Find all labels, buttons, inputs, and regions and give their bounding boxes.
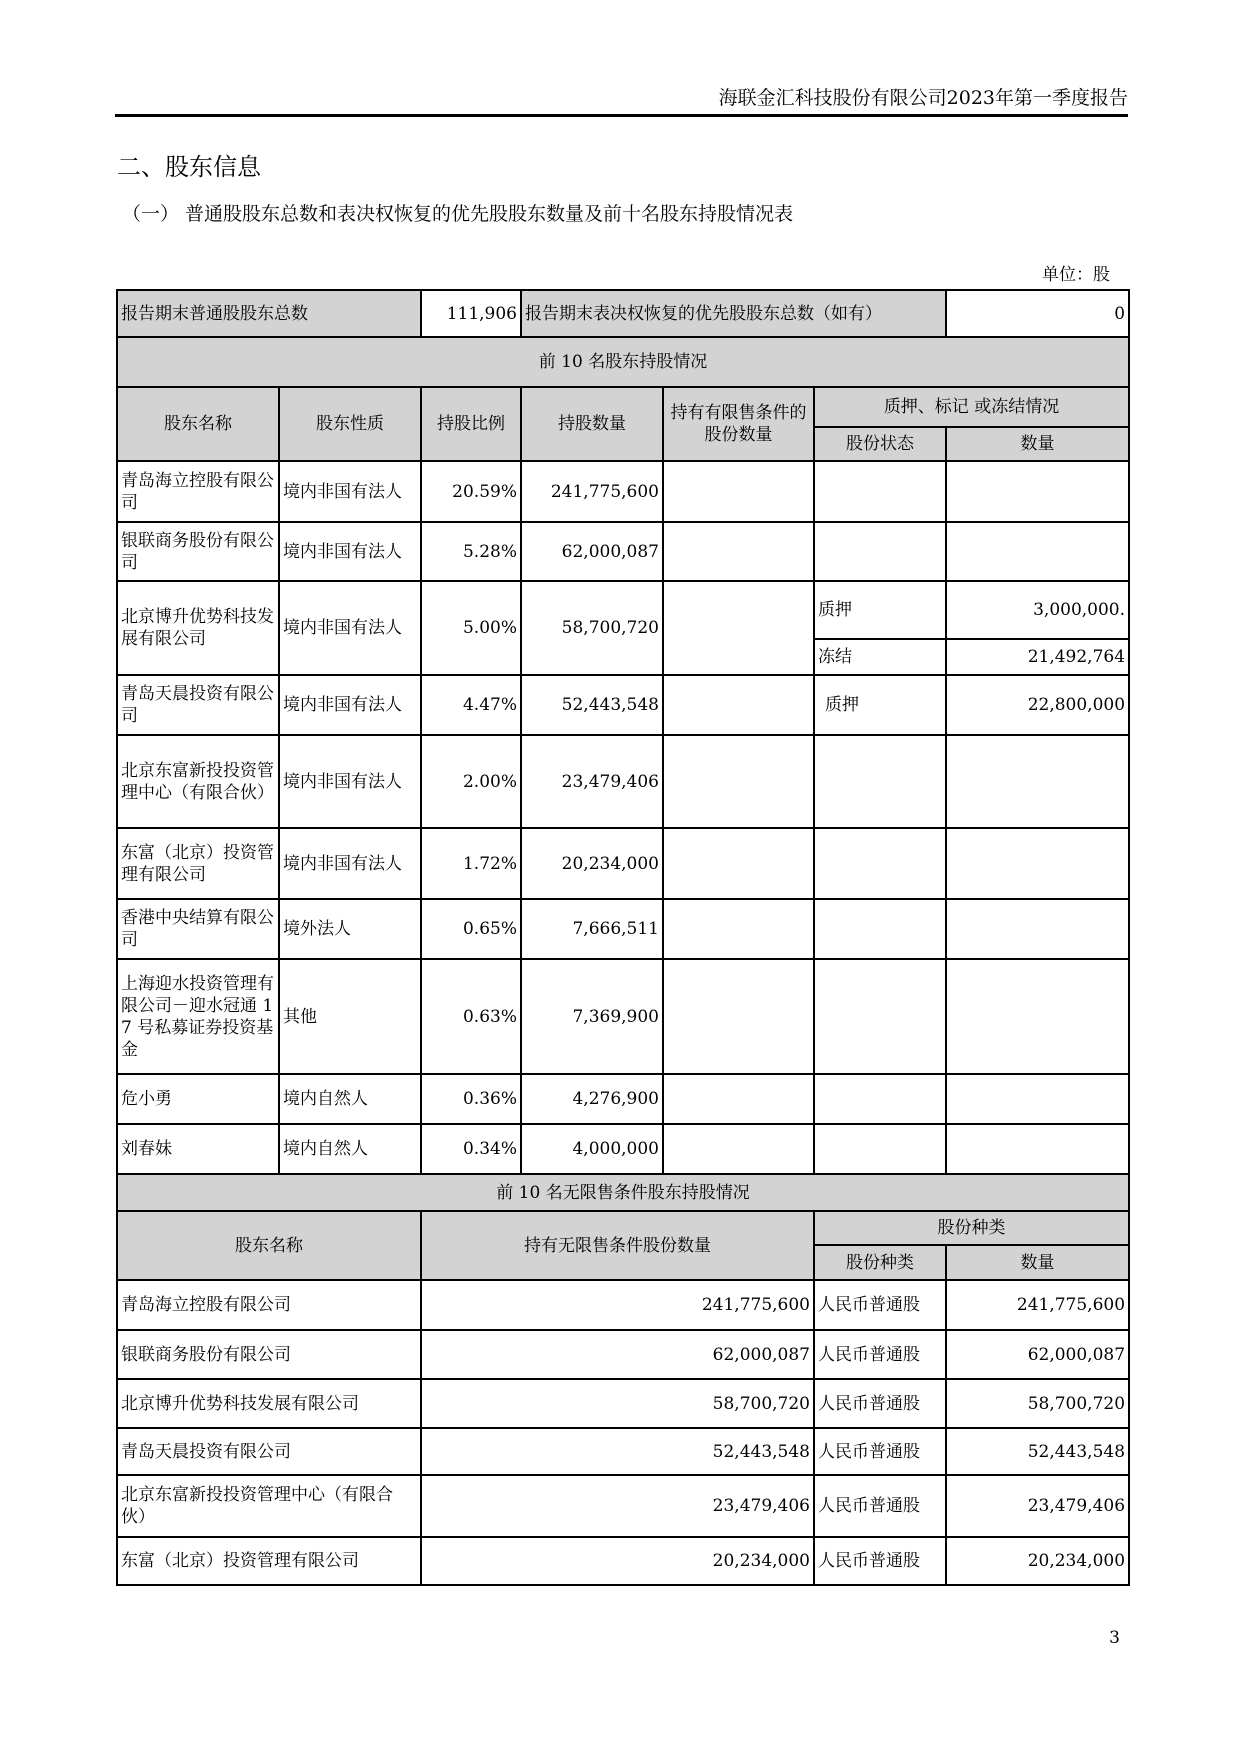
col-header-pledge-quantity: 数量 — [946, 427, 1129, 461]
pledge-status — [814, 735, 946, 828]
pledge-status — [814, 461, 946, 522]
holder-nature: 境外法人 — [279, 899, 421, 959]
common-holders-label: 报告期末普通股股东总数 — [117, 290, 421, 337]
holder-restricted — [663, 959, 814, 1074]
holder-ratio: 0.34% — [421, 1124, 521, 1174]
pledge-quantity: 22,800,000 — [946, 675, 1129, 735]
table-row — [117, 581, 1129, 639]
pledge-quantity — [946, 959, 1129, 1074]
holder-nature: 其他 — [279, 959, 421, 1074]
unrestricted-holder-name: 青岛天晨投资有限公司 — [117, 1428, 421, 1475]
pledge-status: 冻结 — [814, 639, 946, 675]
table-row — [117, 522, 1129, 581]
table-row — [117, 1428, 1129, 1475]
top10-title-row — [117, 337, 1129, 387]
holder-nature: 境内自然人 — [279, 1124, 421, 1174]
holder-restricted — [663, 735, 814, 828]
table-row — [117, 1330, 1129, 1379]
pledge-quantity — [946, 1124, 1129, 1174]
unrestricted-quantity: 58,700,720 — [421, 1379, 814, 1428]
holder-name: 上海迎水投资管理有限公司－迎水冠通 17 号私募证券投资基金 — [117, 959, 279, 1074]
unrestricted-title-row — [117, 1174, 1129, 1211]
page-number: 3 — [1109, 1628, 1120, 1648]
table-row — [117, 1124, 1129, 1174]
unrestricted-quantity: 241,775,600 — [421, 1280, 814, 1330]
holder-restricted — [663, 675, 814, 735]
holder-ratio: 5.00% — [421, 581, 521, 675]
share-type-quantity: 23,479,406 — [946, 1475, 1129, 1537]
unrestricted-quantity: 62,000,087 — [421, 1330, 814, 1379]
unrestricted-quantity: 52,443,548 — [421, 1428, 814, 1475]
unrestricted-holder-name: 青岛海立控股有限公司 — [117, 1280, 421, 1330]
holder-ratio: 0.63% — [421, 959, 521, 1074]
holder-ratio: 0.65% — [421, 899, 521, 959]
preferred-holders-label: 报告期末表决权恢复的优先股股东总数（如有） — [521, 290, 946, 337]
holder-restricted — [663, 828, 814, 899]
share-type-quantity: 58,700,720 — [946, 1379, 1129, 1428]
holder-nature: 境内非国有法人 — [279, 828, 421, 899]
table-row — [117, 1280, 1129, 1330]
pledge-quantity: 21,492,764 — [946, 639, 1129, 675]
holder-nature: 境内自然人 — [279, 1074, 421, 1124]
pledge-status — [814, 959, 946, 1074]
holder-name: 香港中央结算有限公司 — [117, 899, 279, 959]
unrestricted-quantity: 23,479,406 — [421, 1475, 814, 1537]
table-row — [117, 675, 1129, 735]
col-header-pledge-group: 质押、标记 或冻结情况 — [814, 387, 1129, 427]
section-title: 二、股东信息 — [117, 153, 261, 181]
holder-restricted — [663, 522, 814, 581]
share-type: 人民币普通股 — [814, 1428, 946, 1475]
holder-name: 青岛海立控股有限公司 — [117, 461, 279, 522]
pledge-status — [814, 1074, 946, 1124]
holder-restricted — [663, 461, 814, 522]
col-header-share-type-group: 股份种类 — [814, 1211, 1129, 1245]
col-header-ratio: 持股比例 — [421, 387, 521, 461]
table-row — [117, 899, 1129, 959]
top10-header-row — [117, 387, 1129, 427]
pledge-quantity — [946, 522, 1129, 581]
unrestricted-holder-name: 银联商务股份有限公司 — [117, 1330, 421, 1379]
holder-nature: 境内非国有法人 — [279, 581, 421, 675]
summary-row — [117, 290, 1129, 337]
shareholders-table — [116, 289, 1130, 1586]
report-header-title: 海联金汇科技股份有限公司2023年第一季度报告 — [718, 87, 1128, 109]
holder-name: 银联商务股份有限公司 — [117, 522, 279, 581]
col-header-pledge-status: 股份状态 — [814, 427, 946, 461]
pledge-quantity — [946, 899, 1129, 959]
holder-quantity: 4,276,900 — [521, 1074, 663, 1124]
share-type: 人民币普通股 — [814, 1475, 946, 1537]
share-type: 人民币普通股 — [814, 1330, 946, 1379]
holder-quantity: 7,369,900 — [521, 959, 663, 1074]
holder-nature: 境内非国有法人 — [279, 675, 421, 735]
unrestricted-header-row — [117, 1211, 1129, 1245]
holder-restricted — [663, 1074, 814, 1124]
table-row — [117, 828, 1129, 899]
table-row — [117, 1537, 1129, 1585]
holder-name: 北京东富新投投资管理中心（有限合伙） — [117, 735, 279, 828]
holder-quantity: 58,700,720 — [521, 581, 663, 675]
unrestricted-quantity: 20,234,000 — [421, 1537, 814, 1585]
unrestricted-holder-name: 北京博升优势科技发展有限公司 — [117, 1379, 421, 1428]
unit-label: 单位：股 — [1042, 265, 1110, 285]
pledge-quantity — [946, 735, 1129, 828]
pledge-status — [814, 899, 946, 959]
unrestricted-title: 前 10 名无限售条件股东持股情况 — [117, 1174, 1129, 1211]
holder-quantity: 4,000,000 — [521, 1124, 663, 1174]
table-row — [117, 1475, 1129, 1537]
holder-name: 北京博升优势科技发展有限公司 — [117, 581, 279, 675]
col-header-name: 股东名称 — [117, 387, 279, 461]
holder-quantity: 7,666,511 — [521, 899, 663, 959]
holder-restricted — [663, 581, 814, 675]
holder-name: 刘春妹 — [117, 1124, 279, 1174]
holder-quantity: 52,443,548 — [521, 675, 663, 735]
holder-quantity: 241,775,600 — [521, 461, 663, 522]
col-header-share-type: 股份种类 — [814, 1245, 946, 1280]
holder-ratio: 1.72% — [421, 828, 521, 899]
share-type-quantity: 20,234,000 — [946, 1537, 1129, 1585]
share-type: 人民币普通股 — [814, 1280, 946, 1330]
col-header-unrestricted-quantity: 持有无限售条件股份数量 — [421, 1211, 814, 1280]
pledge-status: 质押 — [814, 581, 946, 639]
table-row — [117, 1379, 1129, 1428]
header-divider — [115, 114, 1128, 117]
holder-name: 东富（北京）投资管理有限公司 — [117, 828, 279, 899]
holder-ratio: 2.00% — [421, 735, 521, 828]
holder-ratio: 0.36% — [421, 1074, 521, 1124]
holder-restricted — [663, 1124, 814, 1174]
table-row — [117, 461, 1129, 522]
share-type-quantity: 52,443,548 — [946, 1428, 1129, 1475]
table-row — [117, 1074, 1129, 1124]
holder-quantity: 62,000,087 — [521, 522, 663, 581]
table-row — [117, 735, 1129, 828]
holder-ratio: 4.47% — [421, 675, 521, 735]
share-type-quantity: 241,775,600 — [946, 1280, 1129, 1330]
subsection-title: （一） 普通股股东总数和表决权恢复的优先股股东数量及前十名股东持股情况表 — [122, 203, 794, 225]
pledge-quantity — [946, 1074, 1129, 1124]
holder-ratio: 20.59% — [421, 461, 521, 522]
pledge-quantity: 3,000,000. — [946, 581, 1129, 639]
share-type-quantity: 62,000,087 — [946, 1330, 1129, 1379]
top10-title: 前 10 名股东持股情况 — [117, 337, 1129, 387]
holder-nature: 境内非国有法人 — [279, 522, 421, 581]
col-header-quantity: 持股数量 — [521, 387, 663, 461]
common-holders-value: 111,906 — [421, 290, 521, 337]
pledge-status — [814, 522, 946, 581]
holder-quantity: 23,479,406 — [521, 735, 663, 828]
pledge-status — [814, 828, 946, 899]
share-type: 人民币普通股 — [814, 1379, 946, 1428]
pledge-quantity — [946, 461, 1129, 522]
col-header-unrestricted-name: 股东名称 — [117, 1211, 421, 1280]
holder-quantity: 20,234,000 — [521, 828, 663, 899]
pledge-quantity — [946, 828, 1129, 899]
col-header-share-type-quantity: 数量 — [946, 1245, 1129, 1280]
holder-name: 危小勇 — [117, 1074, 279, 1124]
holder-nature: 境内非国有法人 — [279, 461, 421, 522]
share-type: 人民币普通股 — [814, 1537, 946, 1585]
pledge-status: 质押 — [814, 675, 946, 735]
col-header-restricted: 持有有限售条件的股份数量 — [663, 387, 814, 461]
holder-nature: 境内非国有法人 — [279, 735, 421, 828]
holder-ratio: 5.28% — [421, 522, 521, 581]
unrestricted-holder-name: 北京东富新投投资管理中心（有限合伙） — [117, 1475, 421, 1537]
table-row — [117, 959, 1129, 1074]
col-header-nature: 股东性质 — [279, 387, 421, 461]
pledge-status — [814, 1124, 946, 1174]
unrestricted-holder-name: 东富（北京）投资管理有限公司 — [117, 1537, 421, 1585]
holder-name: 青岛天晨投资有限公司 — [117, 675, 279, 735]
holder-restricted — [663, 899, 814, 959]
preferred-holders-value: 0 — [946, 290, 1129, 337]
